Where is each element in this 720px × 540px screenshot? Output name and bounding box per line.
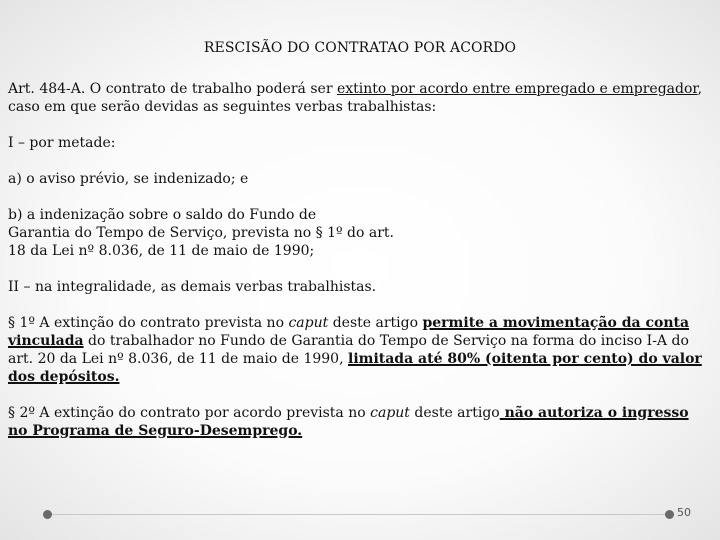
paragraph-1-underlined-2: limitada até 80% (oitenta por cento) do valor dos depósitos. xyxy=(8,351,702,385)
paragraph-1-caput: caput xyxy=(288,315,329,331)
slide-body xyxy=(8,80,708,458)
paragraph-1 xyxy=(8,314,708,386)
footer-right-dot-icon xyxy=(665,510,674,519)
paragraph-1-text-2: deste artigo xyxy=(328,315,423,331)
article-text-end: , caso em que serão devidas as seguintes verbas trabalhistas: xyxy=(8,81,703,115)
item-b-line-1: b) a indenização sobre o saldo do Fundo de xyxy=(8,207,317,223)
item-ii: II – na integralidade, as demais verbas trabalhistas. xyxy=(8,279,377,295)
paragraph-1-underlined-1: permite a movimentação da conta vinculada xyxy=(8,315,690,349)
paragraph-2 xyxy=(8,404,708,440)
article-underlined-text: extinto por acordo entre empregado e empregador xyxy=(336,81,698,97)
article-text: Art. 484-A. O contrato de trabalho poderá ser xyxy=(8,81,337,97)
item-b-line-2: Garantia do Tempo de Serviço, prevista no § 1º do art. xyxy=(8,225,394,241)
item-a: a) o aviso prévio, se indenizado; e xyxy=(8,171,249,187)
paragraph-1-text-3: do trabalhador no Fundo de Garantia do Tempo de Serviço na forma do inciso I-A do art. 20 da Lei nº 8.036, de 11 de maio de 1990, xyxy=(8,333,689,367)
paragraph-1-text: § 1º A extinção do contrato prevista no xyxy=(8,315,289,331)
paragraph-2-text-2: deste artigo xyxy=(409,405,500,421)
item-b xyxy=(8,206,708,260)
footer-rule xyxy=(48,514,668,515)
item-b-line-3: 18 da Lei nº 8.036, de 11 de maio de 1990; xyxy=(8,243,315,259)
paragraph-2-underlined: não autoriza o ingresso no Programa de Seguro-Desemprego. xyxy=(8,405,689,439)
paragraph-2-text: § 2º A extinção do contrato por acordo prevista no xyxy=(8,405,371,421)
article-paragraph xyxy=(8,80,708,116)
paragraph-2-caput: caput xyxy=(370,405,410,421)
item-i: I – por metade: xyxy=(8,135,116,151)
footer-left-dot-icon xyxy=(43,510,52,519)
page-number: 50 xyxy=(677,506,691,519)
slide-title: RESCISÃO DO CONTRATAO POR ACORDO xyxy=(203,40,517,56)
